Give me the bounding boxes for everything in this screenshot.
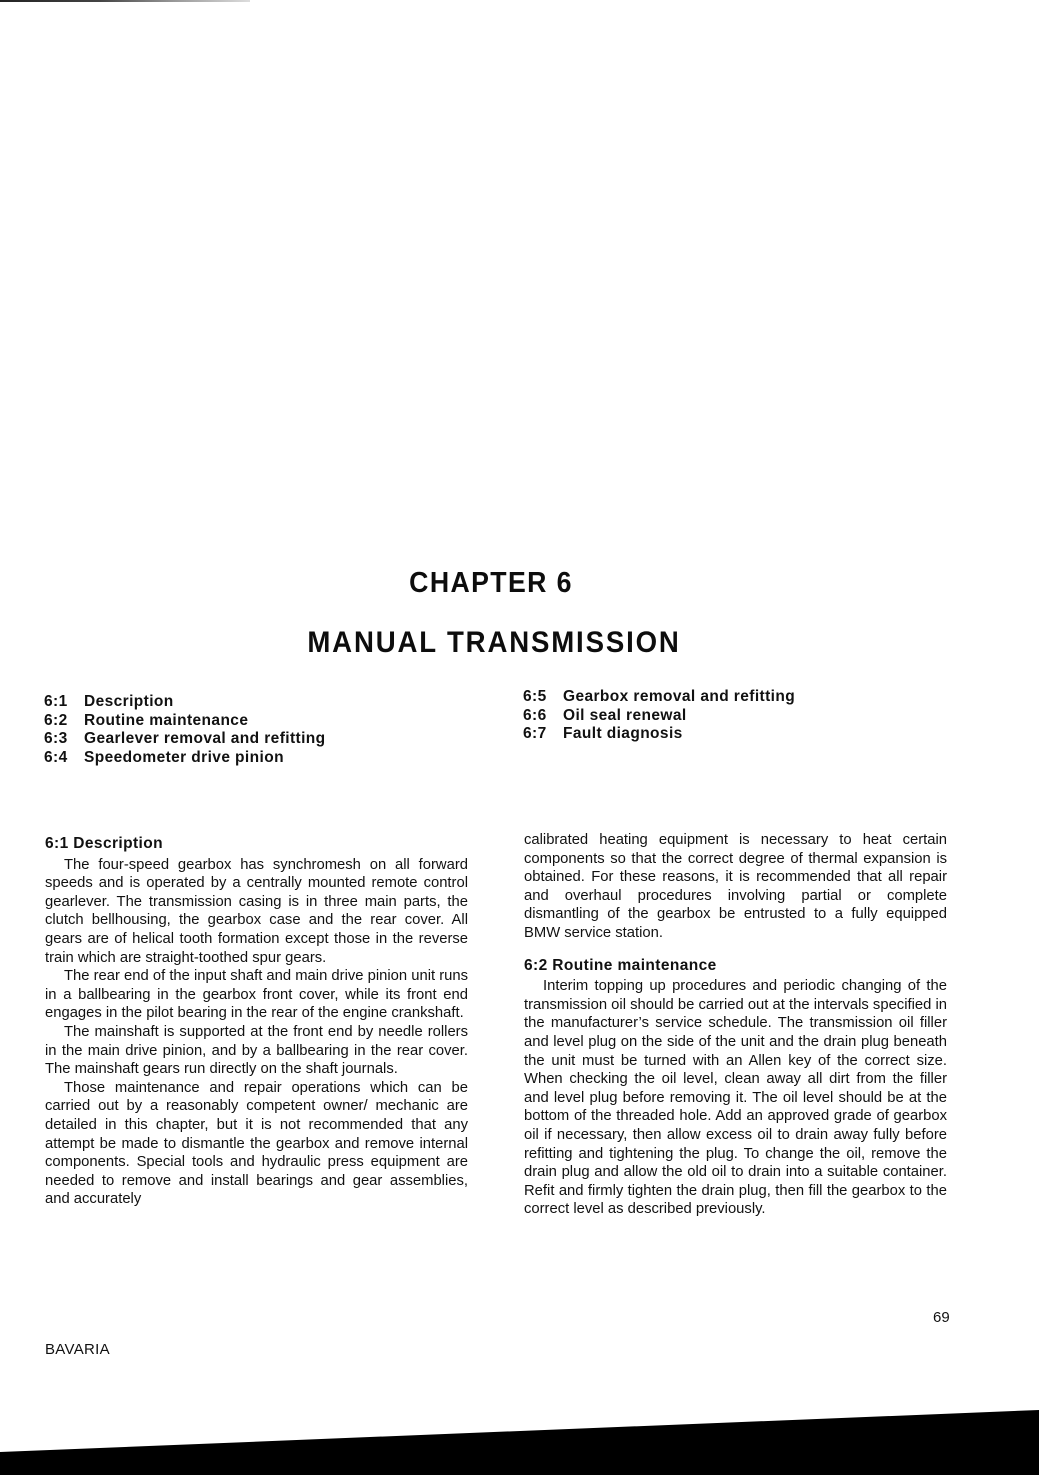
toc-item[interactable] [523,688,795,707]
toc-item[interactable] [44,749,326,768]
body-paragraph: The four-speed gearbox has synchromesh on all forward speeds and is operated by a centrally mounted remote control gearlever. The transmission casing is in three main parts, the clutch bellhousing, the gearbox case and the rear cover. All gears are of helical tooth formation except those in the reverse train which are straight-toothed spur gears. [45,856,468,966]
toc-item-number: 6:7 [523,725,547,742]
toc-item-label: Speedometer drive pinion [84,748,284,766]
toc-item-label: Fault diagnosis [563,725,683,742]
toc-item-number: 6:2 [44,711,68,729]
toc-item-label: Description [84,693,174,710]
chapter-title: MANUAL TRANSMISSION [307,625,681,659]
body-paragraph: Those maintenance and repair operations which can be carried out by a reasonably competent owner/ mechanic are detailed in this chapter, but it is not recommended that any attempt be made to dismantle the gearbox and remove internal components. Special tools and hydraulic press equipment are needed to remove and install bearings and gear assemblies, and accurately [45,1079,468,1208]
toc-item[interactable] [523,707,795,726]
toc-item-number: 6:6 [523,706,547,724]
toc-item[interactable] [44,712,326,731]
chapter-number: CHAPTER 6 [409,567,573,600]
body-paragraph: The rear end of the input shaft and main drive pinion unit runs in a ballbearing in the gearbox front cover, while its front end engages in the pilot bearing in the rear of the engine crankshaft. [45,968,468,1022]
body-paragraph-continued: calibrated heating equipment is necessary to heat certain components so that the correct degree of thermal expansion is obtained. For these reasons, it is recommended that all repair and overhaul procedures involving partial or complete dismantling of the gearbox be entrusted to a fully equipped BMW service station. [524,832,947,941]
toc-item-number: 6:5 [523,688,547,705]
table-of-contents-right [523,688,795,744]
section-heading-routine-maintenance: 6:2 Routine maintenance [524,956,717,974]
section-heading-description: 6:1 Description [45,835,163,852]
scan-shadow-bar [0,1410,1039,1475]
toc-item[interactable] [44,693,326,712]
footer-brand: BAVARIA [45,1341,110,1358]
table-of-contents-left [44,693,326,767]
left-text-column [45,835,468,1209]
toc-item-number: 6:1 [44,693,68,710]
toc-item-number: 6:4 [44,748,68,766]
toc-item-label: Oil seal renewal [563,706,687,724]
toc-item[interactable] [44,730,326,749]
page-number: 69 [933,1309,950,1326]
toc-item-label: Gearbox removal and refitting [563,688,796,705]
toc-item[interactable] [523,725,795,744]
toc-item-label: Routine maintenance [84,711,249,729]
section-spacer [524,943,947,957]
body-paragraph: Interim topping up procedures and periodic changing of the transmission oil should be carried out at the intervals specified in the manufacturer’s service schedule. The transmission oil filler and level plug on the side of the unit and the drain plug beneath the unit must be turned with an Allen key of the correct size. When checking the oil level, clean away all dirt from the filler and level plug before removing it. The oil level should be at the bottom of the threaded hole. Add an approved grade of gearbox oil if necessary, then allow excess oil to drain away fully before refitting and tightening the plug. To change the oil, remove the drain plug and allow the old oil to drain into a suitable container. Refit and firmly tighten the drain plug, then fill the gearbox to the correct level as described previously. [524,978,947,1218]
toc-item-number: 6:3 [44,730,68,747]
scan-edge-rule [0,0,250,2]
toc-item-label: Gearlever removal and refitting [84,730,326,747]
right-text-column [524,831,947,1219]
body-paragraph: The mainshaft is supported at the front end by needle rollers in the main drive pinion, and by a ballbearing in the rear cover. The mainshaft gears run directly on the shaft journals. [45,1023,468,1078]
